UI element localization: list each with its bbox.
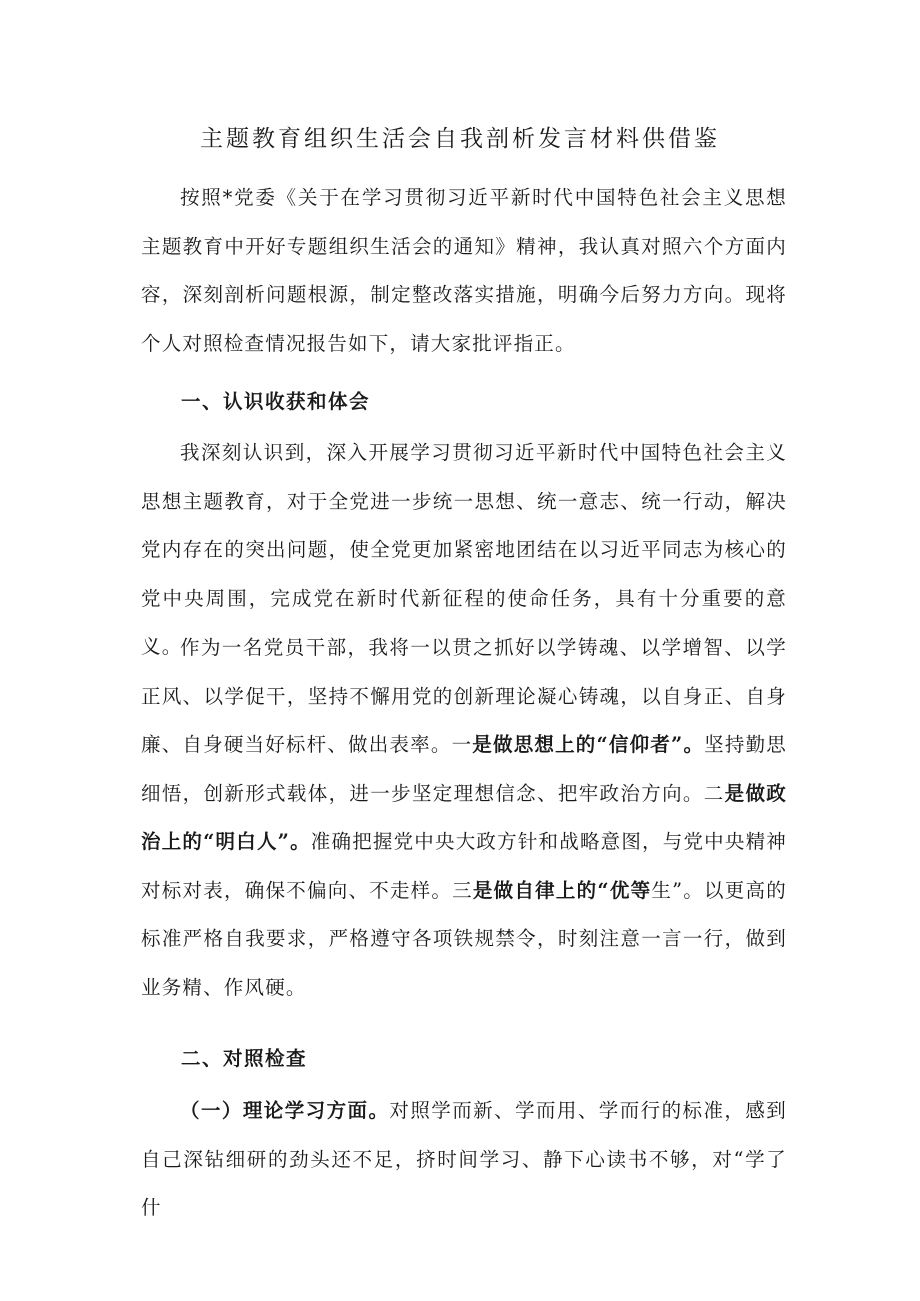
section-heading-2: 二、对照检查 bbox=[181, 1047, 308, 1070]
section1-paragraph-2 bbox=[141, 624, 787, 1012]
para2-bold-3: 是做自律上的“优等 bbox=[472, 878, 652, 902]
para2-text-1: 作为一名党员干部，我将一以贯之抓好以学铸魂、以学增智、以学正风、以学促干，坚持不懈用党的创新理论凝心铸魂，以自身正、自身廉、自身硬当好标杆、做出表率。一 bbox=[141, 636, 787, 756]
section2-bold-lead: （一）理论学习方面。 bbox=[180, 1099, 390, 1122]
section2-paragraph-1 bbox=[141, 1087, 787, 1233]
section-heading-1: 一、认识收获和体会 bbox=[181, 390, 371, 413]
section1-paragraph-1: 我深刻认识到，深入开展学习贯彻习近平新时代中国特色社会主义思想主题教育，对于全党进一步统一思想、统一意志、统一行动，解决党内存在的突出问题，使全党更加紧密地团结在以习近平同志为核心的党中央周围，完成党在新时代新征程的使命任务，具有十分重要的意义。 bbox=[141, 441, 787, 658]
para2-bold-1: 是做思想上的“信仰者”。 bbox=[472, 733, 705, 756]
section2-text-1: 对照学而新、学而用、学而行的标准，感到自己深钻细研的劲头还不足，挤时间学习、静下心读书不够，对“学了什 bbox=[141, 1099, 787, 1219]
document-title: 主题教育组织生活会自我剖析发言材料供借鉴 bbox=[200, 126, 720, 152]
para2-text-4: 生”。以更高的标准严格自我要求，严格遵守各项铁规禁令，时刻注意一言一行，做到业务精、作风硬。 bbox=[141, 878, 787, 999]
para2-bold-2: 是做政治上的“明白人”。 bbox=[141, 781, 787, 853]
para2-text-3: 准确把握党中央大政方针和战略意图，与党中央精神对标对表，确保不偏向、不走样。三 bbox=[141, 830, 787, 902]
intro-paragraph: 按照*党委《关于在学习贯彻习近平新时代中国特色社会主义思想主题教育中开好专题组织生活会的通知》精神，我认真对照六个方面内容，深刻剖析问题根源，制定整改落实措施，明确今后努力方向。现将个人对照检查情况报告如下，请大家批评指正。 bbox=[141, 186, 787, 355]
para2-text-2: 坚持勤思细悟，创新形式载体，进一步坚定理想信念、把牢政治方向。二 bbox=[141, 733, 787, 805]
